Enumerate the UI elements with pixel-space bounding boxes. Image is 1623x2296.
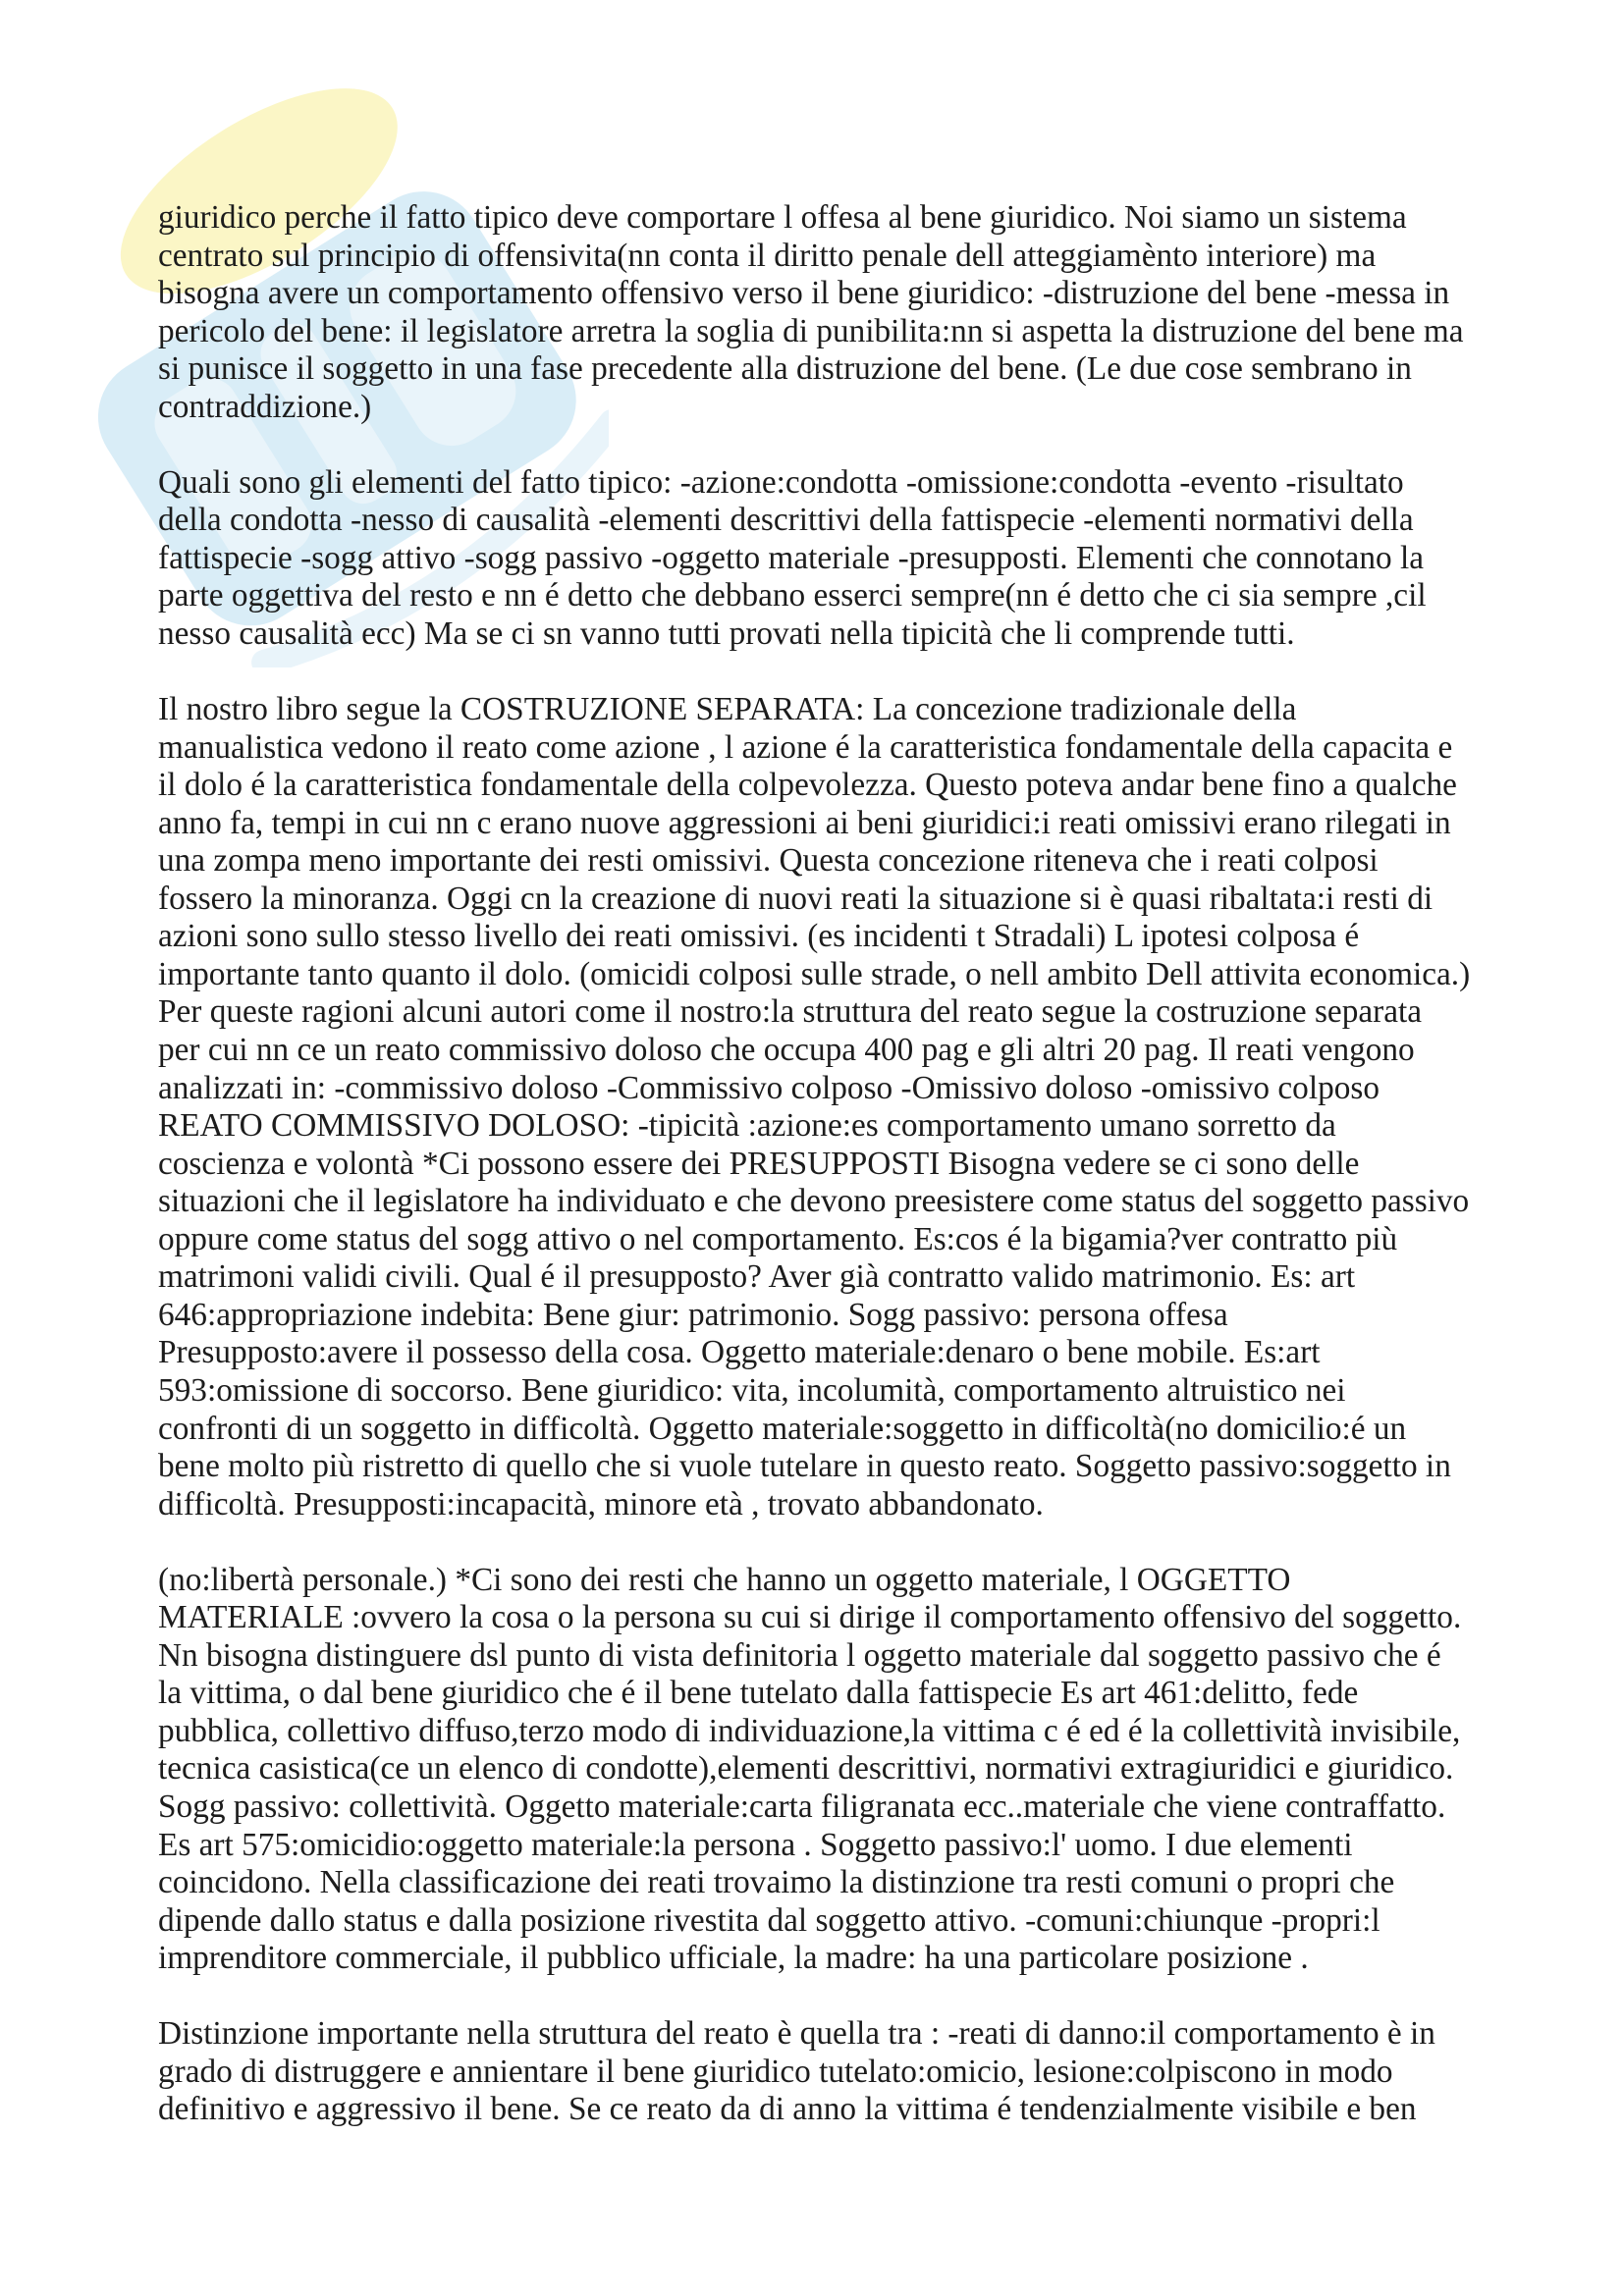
text-line: anno fa, tempi in cui nn c erano nuove aggressioni ai beni giuridici:i reati omissivi erano rilegati in bbox=[158, 804, 1451, 841]
text-line: imprenditore commerciale, il pubblico ufficiale, la madre: ha una particolare posizione . bbox=[158, 1940, 1309, 1977]
paragraph-5 bbox=[158, 2015, 1513, 2129]
text-line: REATO COMMISSIVO DOLOSO: -tipicità :azione:es comportamento umano sorretto da bbox=[158, 1107, 1336, 1145]
text-line: parte oggettiva del resto e nn é detto che debbano esserci sempre(nn é detto che ci sia sempre ,cil bbox=[158, 577, 1427, 614]
text-line: situazioni che il legislatore ha individuato e che devono preesistere come status del soggetto passivo bbox=[158, 1183, 1470, 1220]
text-line: pubblica, collettivo diffuso,terzo modo di individuazione,la vittima c é ed é la collettività invisibile, bbox=[158, 1712, 1461, 1749]
paragraph-1 bbox=[158, 199, 1513, 426]
text-line: Il nostro libro segue la COSTRUZIONE SEPARATA: La concezione tradizionale della bbox=[158, 691, 1297, 728]
text-line: difficoltà. Presupposti:incapacità, minore età , trovato abbandonato. bbox=[158, 1485, 1044, 1522]
text-line: Nn bisogna distinguere dsl punto di vista definitoria l oggetto materiale dal soggetto passivo che é bbox=[158, 1636, 1441, 1674]
text-line: oppure come status del sogg attivo o nel comportamento. Es:cos é la bigamia?ver contratto più bbox=[158, 1220, 1398, 1257]
document-text bbox=[158, 199, 1513, 2129]
text-line: importante tanto quanto il dolo. (omicidi colposi sulle strade, o nell ambito Dell attivita economica.) bbox=[158, 955, 1471, 992]
text-line: coincidono. Nella classificazione dei reati trovaimo la distinzione tra resti comuni o propri che bbox=[158, 1864, 1395, 1901]
text-line: della condotta -nesso di causalità -elementi descrittivi della fattispecie -elementi normativi della bbox=[158, 502, 1414, 539]
text-line: giuridico perche il fatto tipico deve comportare l offesa al bene giuridico. Noi siamo un sistema bbox=[158, 199, 1407, 236]
text-line: dipende dallo status e dalla posizione rivestita dal soggetto attivo. -comuni:chiunque -propri:l bbox=[158, 1901, 1380, 1939]
text-line: Es art 575:omicidio:oggetto materiale:la persona . Soggetto passivo:l' uomo. I due elementi bbox=[158, 1826, 1353, 1863]
text-line: confronti di un soggetto in difficoltà. Oggetto materiale:soggetto in difficoltà(no domicilio:é un bbox=[158, 1410, 1407, 1447]
text-line: contraddizione.) bbox=[158, 388, 372, 425]
text-line: 593:omissione di soccorso. Bene giuridico: vita, incolumità, comportamento altruistico nei bbox=[158, 1371, 1346, 1409]
text-line: bisogna avere un comportamento offensivo verso il bene giuridico: -distruzione del bene -messa in bbox=[158, 275, 1450, 312]
text-line: Presupposto:avere il possesso della cosa. Oggetto materiale:denaro o bene mobile. Es:art bbox=[158, 1334, 1321, 1371]
text-line: (no:libertà personale.) *Ci sono dei resti che hanno un oggetto materiale, l OGGETTO bbox=[158, 1561, 1291, 1598]
text-line: Per queste ragioni alcuni autori come il nostro:la struttura del reato segue la costruzione separata bbox=[158, 993, 1423, 1031]
text-line: Distinzione importante nella struttura del reato è quella tra : -reati di danno:il comportamento è in bbox=[158, 2015, 1435, 2053]
text-line: tecnica casistica(ce un elenco di condotte),elementi descrittivi, normativi extragiuridici e giuridico. bbox=[158, 1750, 1454, 1788]
text-line: il dolo é la caratteristica fondamentale della colpevolezza. Questo poteva andar bene fino a qualche bbox=[158, 767, 1457, 804]
text-line: una zompa meno importante dei resti omissivi. Questa concezione riteneva che i reati colposi bbox=[158, 842, 1379, 880]
text-line: definitivo e aggressivo il bene. Se ce reato da di anno la vittima é tendenzialmente visibile e ben bbox=[158, 2091, 1417, 2128]
text-line: coscienza e volontà *Ci possono essere dei PRESUPPOSTI Bisogna vedere se ci sono delle bbox=[158, 1145, 1360, 1182]
text-line: bene molto più ristretto di quello che si vuole tutelare in questo reato. Soggetto passivo:soggetto in bbox=[158, 1448, 1451, 1485]
text-line: centrato sul principio di offensivita(nn conta il diritto penale dell atteggiamènto interiore) ma bbox=[158, 237, 1377, 274]
text-line: la vittima, o dal bene giuridico che é il bene tutelato dalla fattispecie Es art 461:delitto, fede bbox=[158, 1675, 1359, 1712]
paragraph-4 bbox=[158, 1562, 1513, 1978]
text-line: grado di distruggere e annientare il bene giuridico tutelato:omicio, lesione:colpiscono in modo bbox=[158, 2053, 1393, 2090]
text-line: azioni sono sullo stesso livello dei reati omissivi. (es incidenti t Stradali) L ipotesi colposa é bbox=[158, 918, 1360, 955]
text-line: analizzati in: -commissivo doloso -Commissivo colposo -Omissivo doloso -omissivo colposo bbox=[158, 1069, 1380, 1106]
text-line: fossero la minoranza. Oggi cn la creazione di nuovi reati la situazione si è quasi ribaltata:i resti di bbox=[158, 880, 1434, 917]
text-line: 646:appropriazione indebita: Bene giur: patrimonio. Sogg passivo: persona offesa bbox=[158, 1296, 1228, 1333]
text-line: nesso causalità ecc) Ma se ci sn vanno tutti provati nella tipicità che li comprende tutti. bbox=[158, 615, 1295, 653]
text-line: Sogg passivo: collettività. Oggetto materiale:carta filigranata ecc..materiale che viene contraffatto. bbox=[158, 1788, 1446, 1825]
text-line: matrimoni validi civili. Qual é il presupposto? Aver già contratto valido matrimonio. Es: art bbox=[158, 1258, 1356, 1296]
text-line: fattispecie -sogg attivo -sogg passivo -oggetto materiale -presupposti. Elementi che connotano la bbox=[158, 539, 1424, 576]
paragraph-3 bbox=[158, 691, 1513, 1523]
text-line: MATERIALE :ovvero la cosa o la persona su cui si dirige il comportamento offensivo del soggetto. bbox=[158, 1599, 1462, 1636]
text-line: manualistica vedono il reato come azione , l azione é la caratteristica fondamentale della capacita e bbox=[158, 728, 1453, 766]
text-line: pericolo del bene: il legislatore arretra la soglia di punibilita:nn si aspetta la distruzione del bene ma bbox=[158, 312, 1464, 349]
paragraph-2 bbox=[158, 464, 1513, 654]
text-line: per cui nn ce un reato commissivo doloso che occupa 400 pag e gli altri 20 pag. Il reati vengono bbox=[158, 1032, 1415, 1069]
text-line: Quali sono gli elementi del fatto tipico: -azione:condotta -omissione:condotta -evento -risultato bbox=[158, 463, 1404, 501]
text-line: si punisce il soggetto in una fase precedente alla distruzione del bene. (Le due cose sembrano in bbox=[158, 350, 1412, 388]
